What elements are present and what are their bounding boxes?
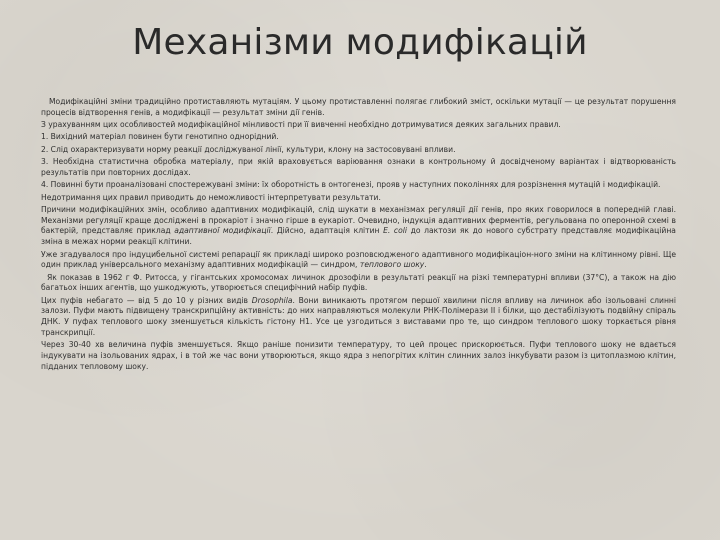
paragraph-intro: Модифікаційні зміни традиційно протиставляють мутаціям. У цьому протиставленні полягає глибокий зміст, оскільки мутації — це результат порушення процесів відтворення генів, а модифікації — результат зміни дії генів. — [41, 97, 676, 117]
text-span: Причини модифікаційних змін, особливо адаптивних модифікацій, слід шукати в механізмах регуляції дії генів, про яких говорилося в попередній главі. Механізми регуляції краще досліджені в прокаріот і значно гірше в еукаріот. Очевидно, індукція адаптивних ферментів, регульована по оперонной схемі в бактерій, представляє приклад — [41, 204, 676, 236]
text-span: до лактози як до нового субстрату представляє модифікаційна зміна в межах норми реакції клітини. — [41, 226, 676, 247]
text-span: . — [424, 260, 427, 270]
slide-title: Механізми модифікацій — [132, 22, 588, 63]
paragraph-rule-4: 4. Повинні бути проаналізовані спостережувані зміни: їх оборотність в онтогенезі, прояв у наступних поколіннях для розрізнення мутацій і модифікацій. — [41, 180, 661, 190]
paragraph-non-compliance: Недотримання цих правил приводить до неможливості інтерпретувати результати. — [41, 192, 381, 202]
text-span: . Вони виникають протягом першої хвилини після впливу на личинок або ізольовані слинні залози. Пуфи мають підвищену транскрипційну активність: до них направляються молекули РНК-Полімерази ІІ і білки, що дестабілізують подвійну спіраль ДНК. У пуфах теплового шоку зменшується кількість гістону Н1. Усе це узгодиться з виставами про те, що синдром теплового шоку торкається рівня транскрипції. — [41, 295, 676, 337]
emphasis-heat-shock: теплового шоку — [359, 260, 425, 270]
paragraph-rules-intro: З урахуванням цих особливостей модифікаційної мінливості при її вивченні необхідно дотримуватися деяких загальних правил. — [41, 120, 561, 130]
slide-body — [41, 97, 676, 374]
emphasis-e-coli: E. coli — [383, 226, 407, 236]
text-span: Уже згадувалося про індуцибельної системі репарації як прикладі широко розповсюдженого адаптивного модифікаціон-ного зміни на клітинному рівні. Ще один приклад універсального механізму адаптивних модифікацій — синдром, — [41, 249, 676, 270]
text-span: . Дійсно, адаптація клітин — [270, 226, 384, 236]
paragraph-rule-2: 2. Слід охарактеризувати норму реакції досліджуваної лінії, культури, клону на застосовувані впливи. — [41, 144, 456, 154]
paragraph-causes — [41, 205, 676, 248]
paragraph-puffs — [41, 296, 676, 339]
emphasis-drosophila: Drosophila — [251, 295, 293, 305]
paragraph-puff-size: Через 30-40 хв величина пуфів зменшується. Якщо раніше понизити температуру, то цей процес прискорюється. Пуфи теплового шоку не вдається індукувати на ізольованих ядрах, і в той же час вони утворюються, якщо ядра з непогрітих клітин слинних залоз інкубувати разом із цитоплазмою клітин, підданих тепловому шоку. — [41, 340, 676, 371]
text-span: Цих пуфів небагато — від 5 до 10 у різних видів — [41, 295, 252, 305]
paragraph-rule-3: 3. Необхідна статистична обробка матеріалу, при якій враховується варіювання ознаки в контрольному й досвідченому варіантах і відтворюваність результатів при повторних дослідах. — [41, 157, 676, 177]
paragraph-repair-system — [41, 250, 676, 272]
paragraph-rule-1: 1. Вихідний матеріал повинен бути генотипно однорідний. — [41, 132, 279, 142]
emphasis-adaptive-modification: адаптивної модифікації — [174, 226, 271, 236]
paragraph-ritossa: Як показав в 1962 г Ф. Ритосса, у гігантських хромосомах личинок дрозофіли в результаті реакції на різкі температурні впливи (37°С), а також на дію багатьох інших агентів, що ушкоджують, утворюється специфічний набір пуфів. — [41, 272, 676, 293]
